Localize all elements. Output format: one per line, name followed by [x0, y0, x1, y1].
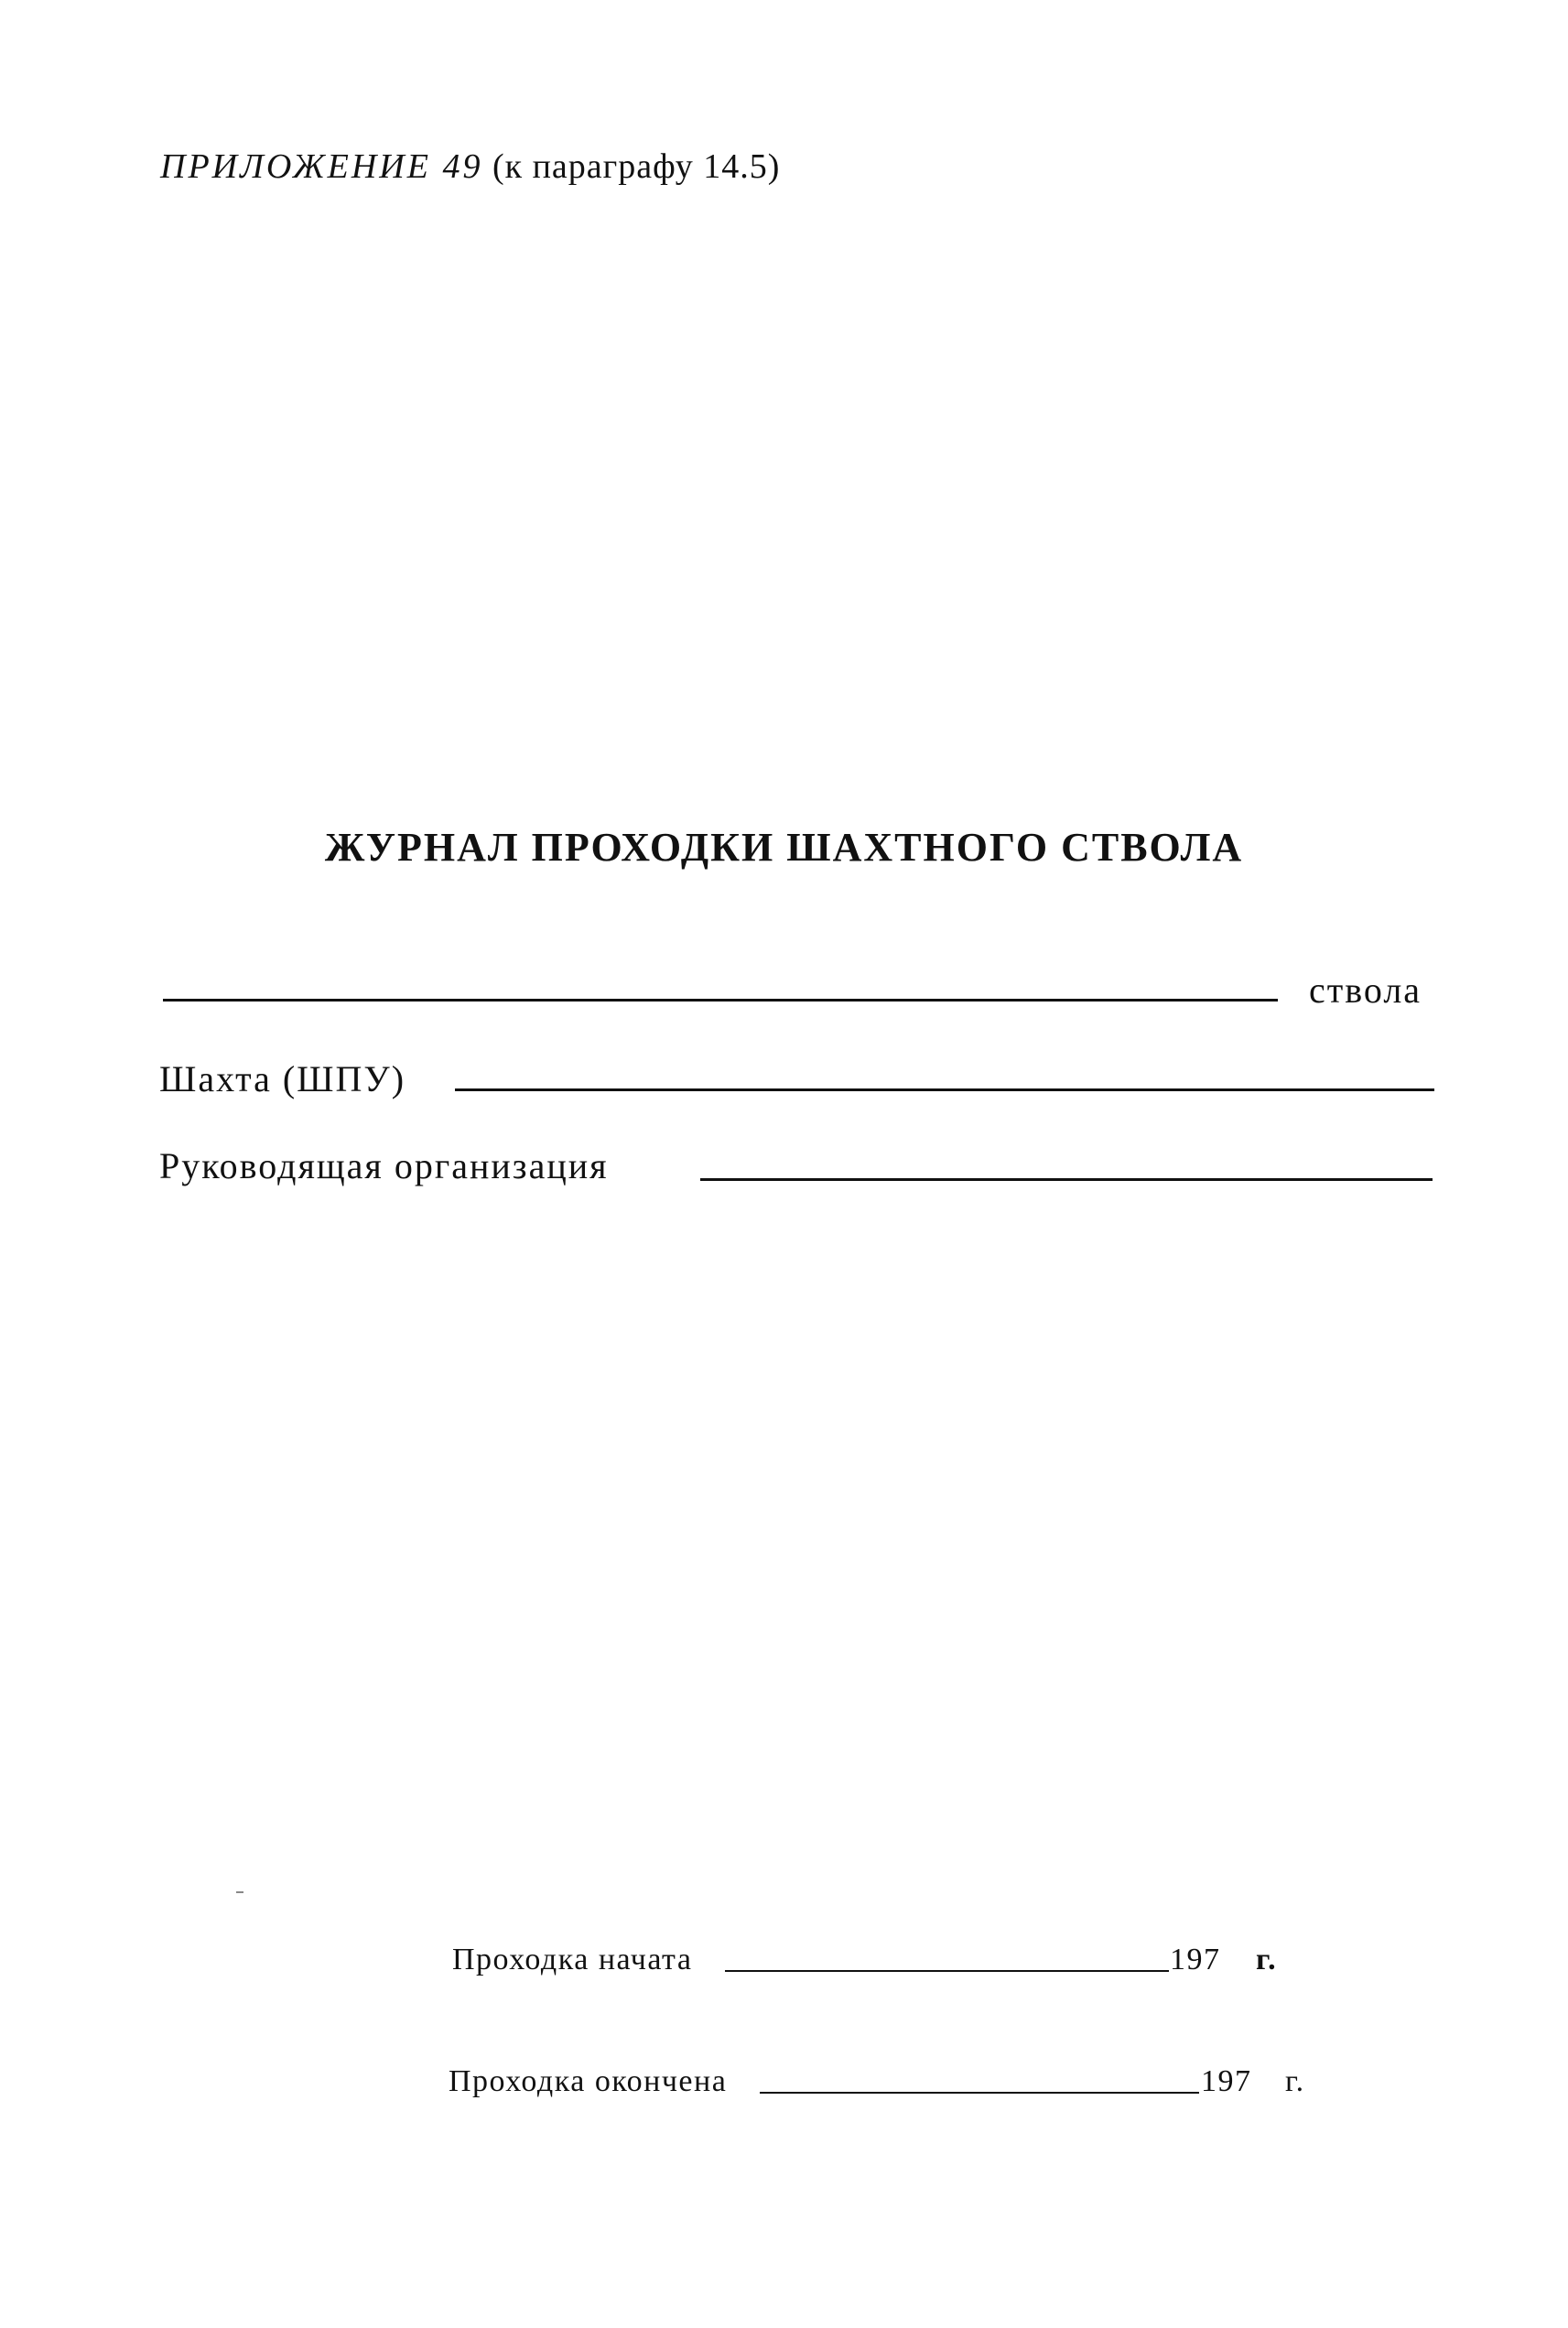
- shaft-name-line: [163, 999, 1278, 1002]
- stray-mark: [236, 1891, 243, 1893]
- appendix-number: ПРИЛОЖЕНИЕ 49: [160, 147, 483, 186]
- appendix-header: [160, 146, 780, 187]
- end-label: Проходка окончена: [449, 2064, 728, 2098]
- end-date-line: [760, 2092, 1199, 2094]
- start-year-unit: г.: [1256, 1943, 1278, 1976]
- start-date-line: [725, 1970, 1169, 1972]
- organization-line: [700, 1178, 1433, 1181]
- mine-label: Шахта (ШПУ): [159, 1058, 406, 1099]
- mine-line: [455, 1088, 1434, 1091]
- end-year-unit: г.: [1285, 2064, 1305, 2098]
- start-label: Проходка начата: [452, 1943, 693, 1976]
- document-title: ЖУРНАЛ ПРОХОДКИ ШАХТНОГО СТВОЛА: [324, 825, 1244, 870]
- end-year: 197: [1201, 2064, 1252, 2098]
- organization-label: Руководящая организация: [159, 1145, 609, 1186]
- shaft-suffix-label: ствола: [1309, 969, 1422, 1011]
- start-year: 197: [1170, 1943, 1221, 1976]
- appendix-reference: (к параграфу 14.5): [492, 147, 781, 186]
